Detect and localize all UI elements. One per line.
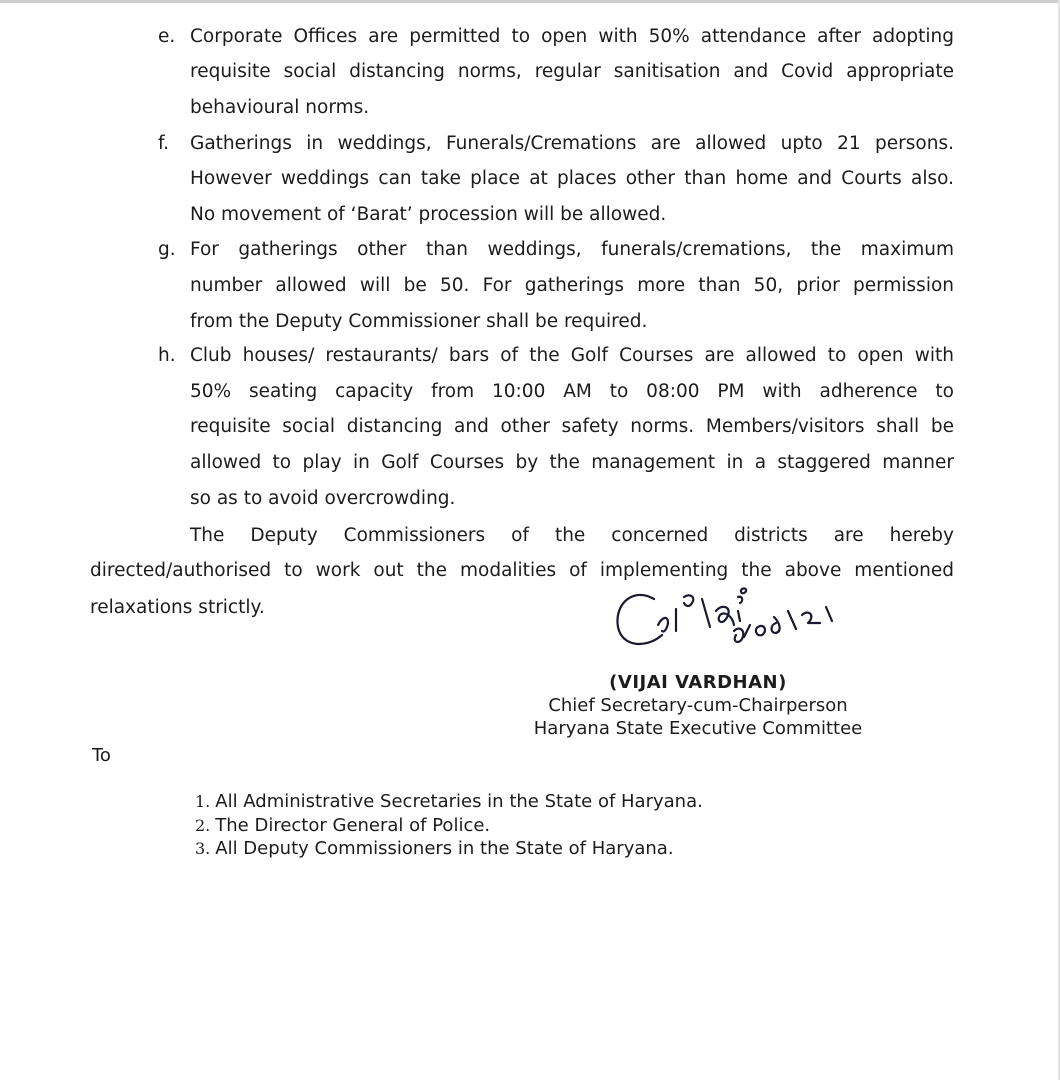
distribution-item [195,791,703,812]
distribution-number: 3. [195,839,211,858]
handwritten-signature [610,585,860,660]
signature-stroke [702,599,710,627]
clause-line: Club houses/ restaurants/ bars of the Golf Courses are allowed to open with [190,345,954,366]
clause-line: so as to avoid overcrowding. [190,488,456,509]
distribution-item [195,838,674,859]
clause-line: 50% seating capacity from 10:00 AM to 08:00 PM with adherence to [190,381,954,402]
signatory-designation: Chief Secretary-cum-Chairperson [548,695,848,716]
clause-line: number allowed will be 50. For gatherings more than 50, prior permission [190,275,954,296]
clause-line: requisite social distancing and other safety norms. Members/visitors shall be [190,416,954,437]
distribution-text: The Director General of Police. [215,815,491,836]
signature-stroke [741,588,746,593]
clause-line: from the Deputy Commissioner shall be required. [190,311,648,332]
closing-line: The Deputy Commissioners of the concerned districts are hereby [190,525,954,546]
signatory-committee: Haryana State Executive Committee [533,718,863,739]
signatory-name: (VIJAI VARDHAN) [609,672,787,693]
closing-line: directed/authorised to work out the modalities of implementing the above mentioned [90,560,954,581]
closing-line: relaxations strictly. [90,597,265,618]
signature-stroke [716,607,734,625]
clause-label: h. [158,345,176,366]
clause-line: However weddings can take place at places other than home and Courts also. [190,168,954,189]
clause-line: allowed to play in Golf Courses by the management in a staggered manner [190,452,954,473]
page-top-edge [0,0,1060,3]
signature-stroke [802,613,820,623]
to-label: To [92,745,111,766]
clause-line: behavioural norms. [190,97,370,118]
distribution-number: 2. [195,816,211,835]
distribution-text: All Administrative Secretaries in the State of Haryana. [215,791,703,812]
clause-line: Corporate Offices are permitted to open with 50% attendance after adopting [190,26,954,47]
signature-stroke [788,611,796,629]
clause-label: f. [158,133,170,154]
signature-stroke [684,595,693,606]
signature-stroke [617,595,662,644]
clause-line: No movement of ‘Barat’ procession will be allowed. [190,204,667,225]
distribution-item [195,815,490,836]
signature-stroke [658,618,668,632]
signature-stroke [756,626,765,635]
clause-line: requisite social distancing norms, regular sanitisation and Covid appropriate [190,61,954,82]
signature-stroke [738,597,742,603]
signature-stroke [738,611,740,621]
clause-label: e. [158,26,176,47]
signature-stroke [744,625,750,637]
clause-line: For gatherings other than weddings, funerals/cremations, the maximum [190,239,954,260]
distribution-number: 1. [195,792,211,811]
clause-label: g. [158,239,176,260]
signature-stroke [826,607,832,621]
distribution-text: All Deputy Commissioners in the State of Haryana. [215,838,674,859]
signature-stroke [772,617,780,633]
clause-line: Gatherings in weddings, Funerals/Cremations are allowed upto 21 persons. [190,133,954,154]
signature-stroke [734,629,743,642]
